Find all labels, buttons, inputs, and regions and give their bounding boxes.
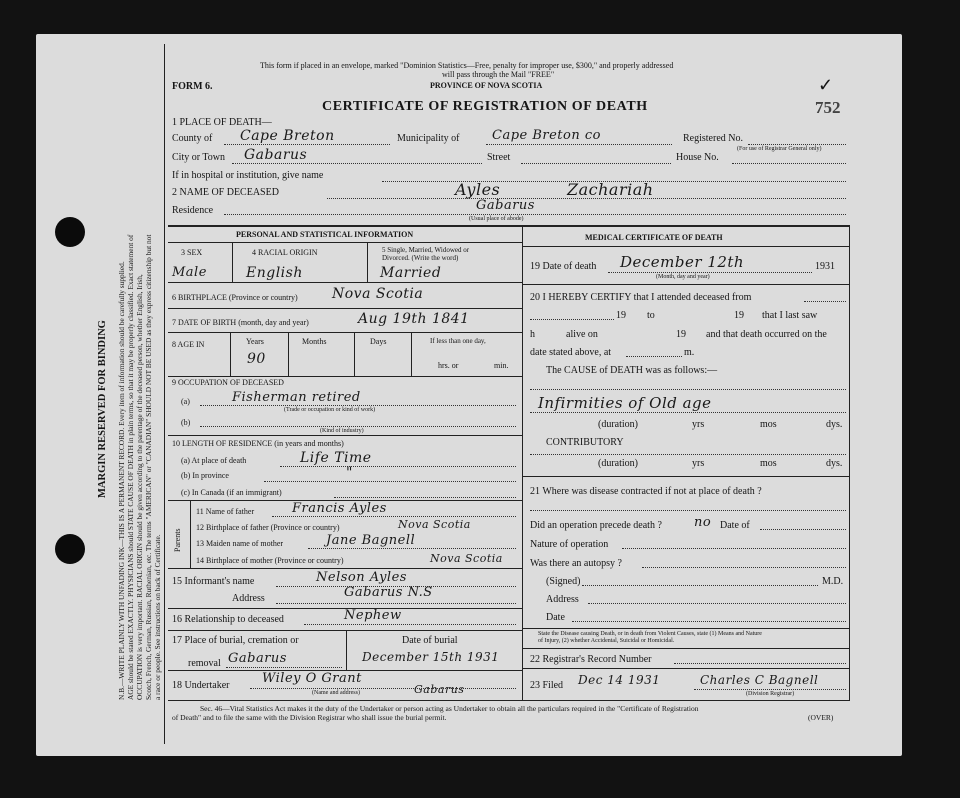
registered-no-label: Registered No. xyxy=(683,133,743,144)
operation-date-line xyxy=(760,529,846,530)
medical-rule-19 xyxy=(522,284,849,285)
undertaker-note: (Name and address) xyxy=(312,690,360,696)
city-line xyxy=(232,163,482,164)
burial-divider xyxy=(346,630,347,670)
division-registrar-note: (Division Registrar) xyxy=(746,691,795,697)
years-value: 90 xyxy=(247,351,266,367)
medical-rule-note xyxy=(522,628,849,629)
contributory-line xyxy=(530,454,846,455)
table-right-rule xyxy=(849,225,850,700)
race-label: 4 RACIAL ORIGIN xyxy=(252,248,318,257)
margin-line-1: N.B.—WRITE PLAINLY WITH UNFADING INK—THIS IS A PERMANENT RECORD. Every item of information should be carefully supplied. xyxy=(117,261,126,700)
in-province-value: " xyxy=(346,465,353,481)
occupation-a-label: (a) xyxy=(181,397,190,406)
contributory-duration-label: (duration) xyxy=(598,458,638,469)
footer-line-2: of Death" and to file the same with the Division Registrar who shall issue the burial permit. xyxy=(172,713,447,722)
deceased-name-line xyxy=(327,198,846,199)
cause-note-1: State the Disease causing Death, or in death from Violent Causes, state (1) Means and Nature xyxy=(538,631,762,637)
parents-label: Parents xyxy=(173,528,182,552)
industry-line xyxy=(200,426,516,427)
medical-address-label: Address xyxy=(546,594,579,605)
father-birthplace-label: 12 Birthplace of father (Province or country) xyxy=(196,523,340,532)
certify-dots-1 xyxy=(804,301,846,302)
medical-header-rule xyxy=(522,246,849,247)
race-value: English xyxy=(246,265,303,281)
marital-label-1: 5 Single, Married, Widowed or xyxy=(382,246,470,254)
age-divider-1 xyxy=(230,332,231,376)
sex-divider xyxy=(232,242,233,282)
autopsy-line xyxy=(642,567,846,568)
burial-place-line xyxy=(226,667,342,668)
mother-birthplace-label: 14 Birthplace of mother (Province or country) xyxy=(196,556,344,565)
record-number-line xyxy=(674,663,846,664)
operation-date-label: Date of xyxy=(720,520,750,531)
signed-label: (Signed) xyxy=(546,576,581,587)
cause-label: The CAUSE of DEATH was as follows:— xyxy=(546,365,718,376)
burial-label-1: 17 Place of burial, cremation or xyxy=(172,635,299,646)
length-residence-label: 10 LENGTH OF RESIDENCE (in years and months) xyxy=(172,439,344,448)
envelope-notice-1: This form if placed in an envelope, marked "Dominion Statistics—Free, penalty for improper use, $300," and properly addressed xyxy=(260,61,674,70)
age-divider-4 xyxy=(411,332,412,376)
age-divider-2 xyxy=(288,332,289,376)
occupation-line xyxy=(200,405,516,406)
mother-birthplace-value: Nova Scotia xyxy=(430,552,503,565)
row-rule-16 xyxy=(168,630,522,631)
burial-date-value: December 15th 1931 xyxy=(362,650,500,664)
footer-over: (OVER) xyxy=(808,713,834,722)
father-line xyxy=(272,516,516,517)
registrar-general-note: (For use of Registrar General only) xyxy=(737,146,822,152)
min-label: min. xyxy=(494,361,509,370)
row-rule-7 xyxy=(168,332,522,333)
margin-rule xyxy=(164,44,165,744)
city-value: Gabarus xyxy=(244,147,308,163)
years-label: Years xyxy=(246,337,264,346)
in-province-line xyxy=(264,481,516,482)
province-heading: PROVINCE OF NOVA SCOTIA xyxy=(430,81,543,90)
occupation-a-note: (Trade or occupation or kind of work) xyxy=(284,407,376,413)
residence-label: Residence xyxy=(172,205,214,216)
row-rule-6 xyxy=(168,308,522,309)
certify-line-1: 20 I HEREBY CERTIFY that I attended deceased from xyxy=(530,292,752,303)
deceased-surname: Ayles xyxy=(455,180,501,199)
cause-line-1 xyxy=(530,389,846,390)
contracted-line xyxy=(530,510,846,511)
medical-rule-23 xyxy=(522,668,849,669)
relationship-value: Nephew xyxy=(344,608,402,623)
occupation-b-label: (b) xyxy=(181,418,191,427)
dob-value: Aug 19th 1841 xyxy=(358,311,470,327)
footer-line-1: Sec. 46—Vital Statistics Act makes it the duty of the Undertaker or person acting as Undertaker to obtain all the particulars required in the "Certificate of Registration xyxy=(200,704,699,713)
certify-dots-4 xyxy=(626,356,682,357)
mother-label: 13 Maiden name of mother xyxy=(196,539,284,548)
certificate-title: CERTIFICATE OF REGISTRATION OF DEATH xyxy=(322,99,648,114)
occupation-value: Fisherman retired xyxy=(232,390,361,405)
municipality-label: Municipality of xyxy=(397,133,460,144)
sex-label: 3 SEX xyxy=(181,248,203,257)
md-label: M.D. xyxy=(822,576,844,587)
registered-no-line xyxy=(748,144,846,145)
burial-place-value: Gabarus xyxy=(228,651,287,666)
medical-rule-22 xyxy=(522,648,849,649)
cause-line-2 xyxy=(530,412,846,413)
age-label: 8 AGE IN xyxy=(172,340,205,349)
informant-address-value: Gabarus N.S xyxy=(344,585,433,600)
death-date-line xyxy=(608,272,812,273)
personal-header-rule xyxy=(168,242,522,243)
row-rule-3 xyxy=(168,282,522,283)
street-label: Street xyxy=(487,152,511,163)
mother-value: Jane Bagnell xyxy=(326,533,416,548)
table-top-rule xyxy=(168,225,850,227)
row-rule-parents xyxy=(168,568,522,569)
age-divider-3 xyxy=(354,332,355,376)
father-label: 11 Name of father xyxy=(196,507,255,516)
certify-to: to xyxy=(647,310,655,321)
father-birthplace-value: Nova Scotia xyxy=(398,518,471,531)
contributory-mos-label: mos xyxy=(760,458,777,469)
certify-h: h xyxy=(530,329,535,340)
death-date-value: December 12th xyxy=(620,253,745,271)
certify-19-c: 19 xyxy=(676,329,686,340)
filed-value: Dec 14 1931 xyxy=(578,673,661,687)
parents-divider xyxy=(190,500,191,568)
certify-dots-2 xyxy=(530,319,614,320)
certify-m: m. xyxy=(684,347,695,358)
marital-label-2: Divorced. (Write the word) xyxy=(382,254,459,262)
municipality-line xyxy=(486,144,672,145)
margin-line-2: AGE should be stated EXACTLY. PHYSICIANS should STATE CAUSE OF DEATH in plain terms, so that it may be properly classified. Exact statement of xyxy=(126,234,135,700)
in-province-label: (b) In province xyxy=(181,471,229,480)
at-place-value: Life Time xyxy=(300,450,372,466)
cause-note-2: of Injury, (2) whether Accidental, Suicidal or Homicidal. xyxy=(538,638,675,644)
house-no-label: House No. xyxy=(676,152,719,163)
informant-value: Nelson Ayles xyxy=(316,570,407,585)
medical-address-line xyxy=(588,603,846,604)
cause-mos-label: mos xyxy=(760,419,777,430)
certify-death-occurred: and that death occurred on the xyxy=(706,329,827,340)
residence-value: Gabarus xyxy=(476,198,535,213)
father-value: Francis Ayles xyxy=(292,501,387,516)
city-label: City or Town xyxy=(172,152,226,163)
birthplace-value: Nova Scotia xyxy=(332,286,424,302)
personal-header: PERSONAL AND STATISTICAL INFORMATION xyxy=(236,230,414,239)
death-date-label: 19 Date of death xyxy=(530,261,597,272)
county-line xyxy=(224,144,390,145)
months-label: Months xyxy=(302,337,327,346)
burial-label-2: removal xyxy=(188,658,221,669)
municipality-value: Cape Breton co xyxy=(492,128,601,143)
operation-label: Did an operation precede death ? xyxy=(530,520,662,531)
street-line xyxy=(521,163,671,164)
envelope-notice-2: will pass through the Mail "FREE" xyxy=(442,70,555,79)
in-canada-line xyxy=(334,497,516,498)
registrar-value: Charles C Bagnell xyxy=(700,673,819,687)
operation-value: no xyxy=(694,515,712,530)
certify-date-stated: date stated above, at xyxy=(530,347,612,358)
less-than-day-label: If less than one day, xyxy=(430,337,486,345)
binding-label: MARGIN RESERVED FOR BINDING xyxy=(97,320,108,498)
medical-header: MEDICAL CERTIFICATE OF DEATH xyxy=(585,233,723,242)
record-number-label: 22 Registrar's Record Number xyxy=(530,654,652,665)
occupation-b-note: (Kind of industry) xyxy=(320,428,364,434)
mother-line xyxy=(308,548,516,549)
sex-value: Male xyxy=(172,265,207,280)
death-date-note: (Month, day and year) xyxy=(656,274,710,280)
undertaker-value: Wiley O Grant xyxy=(262,671,362,686)
informant-address-line xyxy=(276,603,516,604)
residence-note: (Usual place of abode) xyxy=(469,216,524,222)
filed-label: 23 Filed xyxy=(530,680,564,691)
form-number: FORM 6. xyxy=(172,81,213,92)
registrar-line xyxy=(694,689,846,690)
contracted-label: 21 Where was disease contracted if not at place of death ? xyxy=(530,486,762,497)
table-bottom-rule xyxy=(168,700,850,701)
hrs-label: hrs. or xyxy=(438,361,459,370)
house-no-line xyxy=(732,163,846,164)
undertaker-address-value: Gabarus xyxy=(414,683,465,696)
occupation-label: 9 OCCUPATION OF DECEASED xyxy=(172,378,284,387)
marital-value: Married xyxy=(380,265,442,281)
cause-duration-label: (duration) xyxy=(598,419,638,430)
informant-label: 15 Informant's name xyxy=(172,576,255,587)
relationship-label: 16 Relationship to deceased xyxy=(172,614,284,625)
place-label: 1 PLACE OF DEATH— xyxy=(172,117,272,128)
cause-dys-label: dys. xyxy=(826,419,843,430)
signed-line xyxy=(582,585,818,586)
cause-yrs-label: yrs xyxy=(692,419,705,430)
birthplace-label: 6 BIRTHPLACE (Province or country) xyxy=(172,293,298,302)
row-rule-9 xyxy=(168,435,522,436)
registration-number: 752 xyxy=(815,98,841,117)
county-label: County of xyxy=(172,133,213,144)
cause-value: Infirmities of Old age xyxy=(538,394,712,412)
nature-label: Nature of operation xyxy=(530,539,609,550)
relationship-line xyxy=(304,624,516,625)
days-label: Days xyxy=(370,337,387,346)
dob-label: 7 DATE OF BIRTH (month, day and year) xyxy=(172,318,309,327)
hospital-label: If in hospital or institution, give name xyxy=(172,170,324,181)
race-divider xyxy=(367,242,368,282)
death-year-value: 1931 xyxy=(815,261,835,272)
medical-rule-20 xyxy=(522,476,849,477)
medical-date-line xyxy=(572,621,846,622)
medical-date-label: Date xyxy=(546,612,565,623)
at-place-line xyxy=(280,466,516,467)
in-canada-label: (c) In Canada (if an immigrant) xyxy=(181,488,282,497)
undertaker-line xyxy=(250,688,516,689)
contributory-label: CONTRIBUTORY xyxy=(546,437,624,448)
certify-alive-on: alive on xyxy=(566,329,598,340)
county-value: Cape Breton xyxy=(240,128,335,144)
informant-address-label: Address xyxy=(232,593,265,604)
residence-line xyxy=(224,214,846,215)
margin-instructions xyxy=(70,58,165,702)
undertaker-label: 18 Undertaker xyxy=(172,680,230,691)
burial-date-label: Date of burial xyxy=(402,635,458,646)
autopsy-label: Was there an autopsy ? xyxy=(530,558,622,569)
certify-19-a: 19 xyxy=(616,310,626,321)
certify-19-b: 19 xyxy=(734,310,744,321)
margin-line-5: a race or people. See instructions on back of Certificate. xyxy=(153,534,162,700)
margin-line-3: OCCUPATION is very important. RACIAL ORIGIN should be given according to the parentage of the deceased person, whether English, Irish, xyxy=(135,274,144,700)
deceased-name-label: 2 NAME OF DECEASED xyxy=(172,187,279,198)
nature-line xyxy=(622,548,846,549)
row-rule-8 xyxy=(168,376,522,377)
check-mark: ✓ xyxy=(818,75,834,95)
deceased-given-name: Zachariah xyxy=(567,180,654,199)
certify-last-saw: that I last saw xyxy=(762,310,818,321)
at-place-label: (a) At place of death xyxy=(181,456,247,465)
margin-line-4: Scotch, French, German, Russian, Ruthenian, etc. The terms "AMERICAN" or "CANADIAN" SHOULD NOT BE USED as they express citizenship but not xyxy=(144,234,153,700)
contributory-yrs-label: yrs xyxy=(692,458,705,469)
contributory-dys-label: dys. xyxy=(826,458,843,469)
